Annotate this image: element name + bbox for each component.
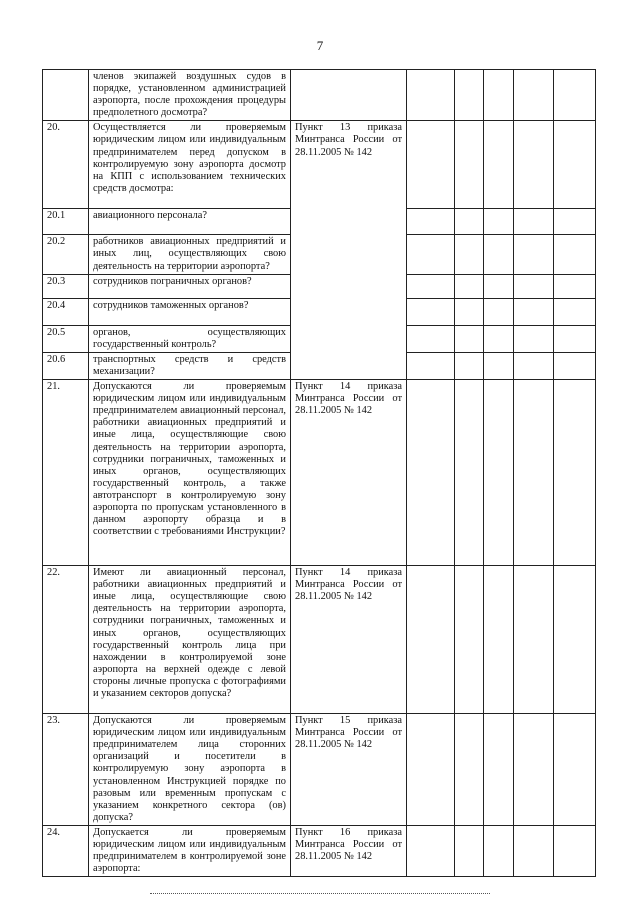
answer-cell (407, 566, 455, 714)
answer-cell (455, 352, 484, 379)
answer-cell (514, 714, 554, 826)
page-number: 7 (316, 38, 324, 53)
question-text: Допускаются ли проверяемым юридическим лицом или индивидуальным предпринимателем авиационный персонал, работники авиационных предприятий и иные лица, осуществляющие свою деятельность на территории аэропорта, сотрудники пограничных, таможенных и иных органов, осуществляющих государственный контроль, а также автотранспорт в контролируемую зону аэропорта по пропускам установленного в данном аэропорту образца и в соответствии с требованиями Инструкции? (89, 380, 291, 566)
answer-cell (554, 714, 596, 826)
row-number: 20.3 (43, 274, 89, 298)
answer-cell (514, 826, 554, 877)
answer-cell (484, 714, 514, 826)
answer-cell (407, 235, 455, 274)
table-row (43, 380, 596, 566)
answer-cell (455, 380, 484, 566)
answer-cell (554, 352, 596, 379)
answer-cell (514, 209, 554, 235)
table-row (43, 121, 596, 209)
answer-cell (554, 566, 596, 714)
answer-cell (455, 566, 484, 714)
answer-cell (514, 566, 554, 714)
answer-cell (554, 298, 596, 325)
answer-cell (455, 235, 484, 274)
answer-cell (514, 298, 554, 325)
legal-reference: Пункт 15 приказа Минтранса России от 28.11.2005 № 142 (291, 714, 407, 826)
answer-cell (484, 209, 514, 235)
answer-cell (554, 380, 596, 566)
question-text: Допускаются ли проверяемым юридическим лицом или индивидуальным предпринимателем лица сторонних организаций и посетители в контролируемую зону аэропорта в установленном Инструкцией порядке по разовым или временным пропускам с указанием конкретного сектора (ов) допуска? (89, 714, 291, 826)
answer-cell (407, 121, 455, 209)
question-text: авиационного персонала? (89, 209, 291, 235)
table-row (43, 70, 596, 121)
checklist-table (42, 69, 596, 877)
answer-cell (514, 235, 554, 274)
answer-cell (514, 274, 554, 298)
answer-cell (514, 352, 554, 379)
question-text: транспортных средств и средств механизации? (89, 352, 291, 379)
answer-cell (514, 380, 554, 566)
legal-reference (291, 70, 407, 121)
question-text: работников авиационных предприятий и иных лиц, осуществляющих свою деятельность на территории аэропорта? (89, 235, 291, 274)
answer-cell (554, 325, 596, 352)
answer-cell (514, 70, 554, 121)
question-text: Допускается ли проверяемым юридическим лицом или индивидуальным предпринимателем в контролируемой зоне аэропорта: (89, 826, 291, 877)
answer-cell (407, 325, 455, 352)
page-bottom-divider (150, 893, 490, 894)
row-number: 22. (43, 566, 89, 714)
answer-cell (484, 566, 514, 714)
row-number (43, 70, 89, 121)
row-number: 21. (43, 380, 89, 566)
answer-cell (484, 826, 514, 877)
answer-cell (407, 380, 455, 566)
table-row (43, 826, 596, 877)
answer-cell (407, 298, 455, 325)
answer-cell (514, 325, 554, 352)
row-number: 23. (43, 714, 89, 826)
answer-cell (484, 274, 514, 298)
question-text: органов, осуществляющих государственный контроль? (89, 325, 291, 352)
table-row (43, 566, 596, 714)
answer-cell (455, 325, 484, 352)
answer-cell (407, 209, 455, 235)
question-text: Осуществляется ли проверяемым юридическим лицом или индивидуальным предпринимателем перед допуском в контролируемую зону аэропорта досмотр на КПП с использованием технических средств досмотра: (89, 121, 291, 209)
answer-cell (554, 209, 596, 235)
legal-reference: Пункт 14 приказа Минтранса России от 28.11.2005 № 142 (291, 380, 407, 566)
answer-cell (514, 121, 554, 209)
answer-cell (455, 209, 484, 235)
answer-cell (484, 70, 514, 121)
answer-cell (484, 352, 514, 379)
answer-cell (554, 826, 596, 877)
legal-reference: Пункт 13 приказа Минтранса России от 28.11.2005 № 142 (291, 121, 407, 380)
answer-cell (554, 235, 596, 274)
answer-cell (455, 298, 484, 325)
legal-reference: Пункт 16 приказа Минтранса России от 28.11.2005 № 142 (291, 826, 407, 877)
answer-cell (484, 121, 514, 209)
answer-cell (407, 352, 455, 379)
table-row (43, 714, 596, 826)
answer-cell (484, 325, 514, 352)
question-text: сотрудников пограничных органов? (89, 274, 291, 298)
answer-cell (554, 70, 596, 121)
row-number: 20. (43, 121, 89, 209)
answer-cell (455, 274, 484, 298)
answer-cell (484, 235, 514, 274)
row-number: 20.5 (43, 325, 89, 352)
legal-reference: Пункт 14 приказа Минтранса России от 28.11.2005 № 142 (291, 566, 407, 714)
question-text: сотрудников таможенных органов? (89, 298, 291, 325)
answer-cell (484, 298, 514, 325)
answer-cell (455, 826, 484, 877)
question-text: членов экипажей воздушных судов в порядке, установленном администрацией аэропорта, после прохождения процедуры предполетного досмотра? (89, 70, 291, 121)
answer-cell (455, 714, 484, 826)
answer-cell (455, 121, 484, 209)
row-number: 20.4 (43, 298, 89, 325)
question-text: Имеют ли авиационный персонал, работники авиационных предприятий и иные лица, осуществляющие свою деятельность на территории аэропорта, сотрудники пограничных, таможенных и иных органов, осуществляющих государственный контроль лица при нахождении в контролируемой зоне аэропорта на верхней одежде с левой стороны личные пропуска с фотографиями и указанием секторов допуска? (89, 566, 291, 714)
row-number: 24. (43, 826, 89, 877)
row-number: 20.1 (43, 209, 89, 235)
row-number: 20.2 (43, 235, 89, 274)
row-number: 20.6 (43, 352, 89, 379)
answer-cell (455, 70, 484, 121)
answer-cell (554, 274, 596, 298)
answer-cell (407, 714, 455, 826)
answer-cell (407, 826, 455, 877)
answer-cell (407, 70, 455, 121)
answer-cell (554, 121, 596, 209)
answer-cell (407, 274, 455, 298)
answer-cell (484, 380, 514, 566)
